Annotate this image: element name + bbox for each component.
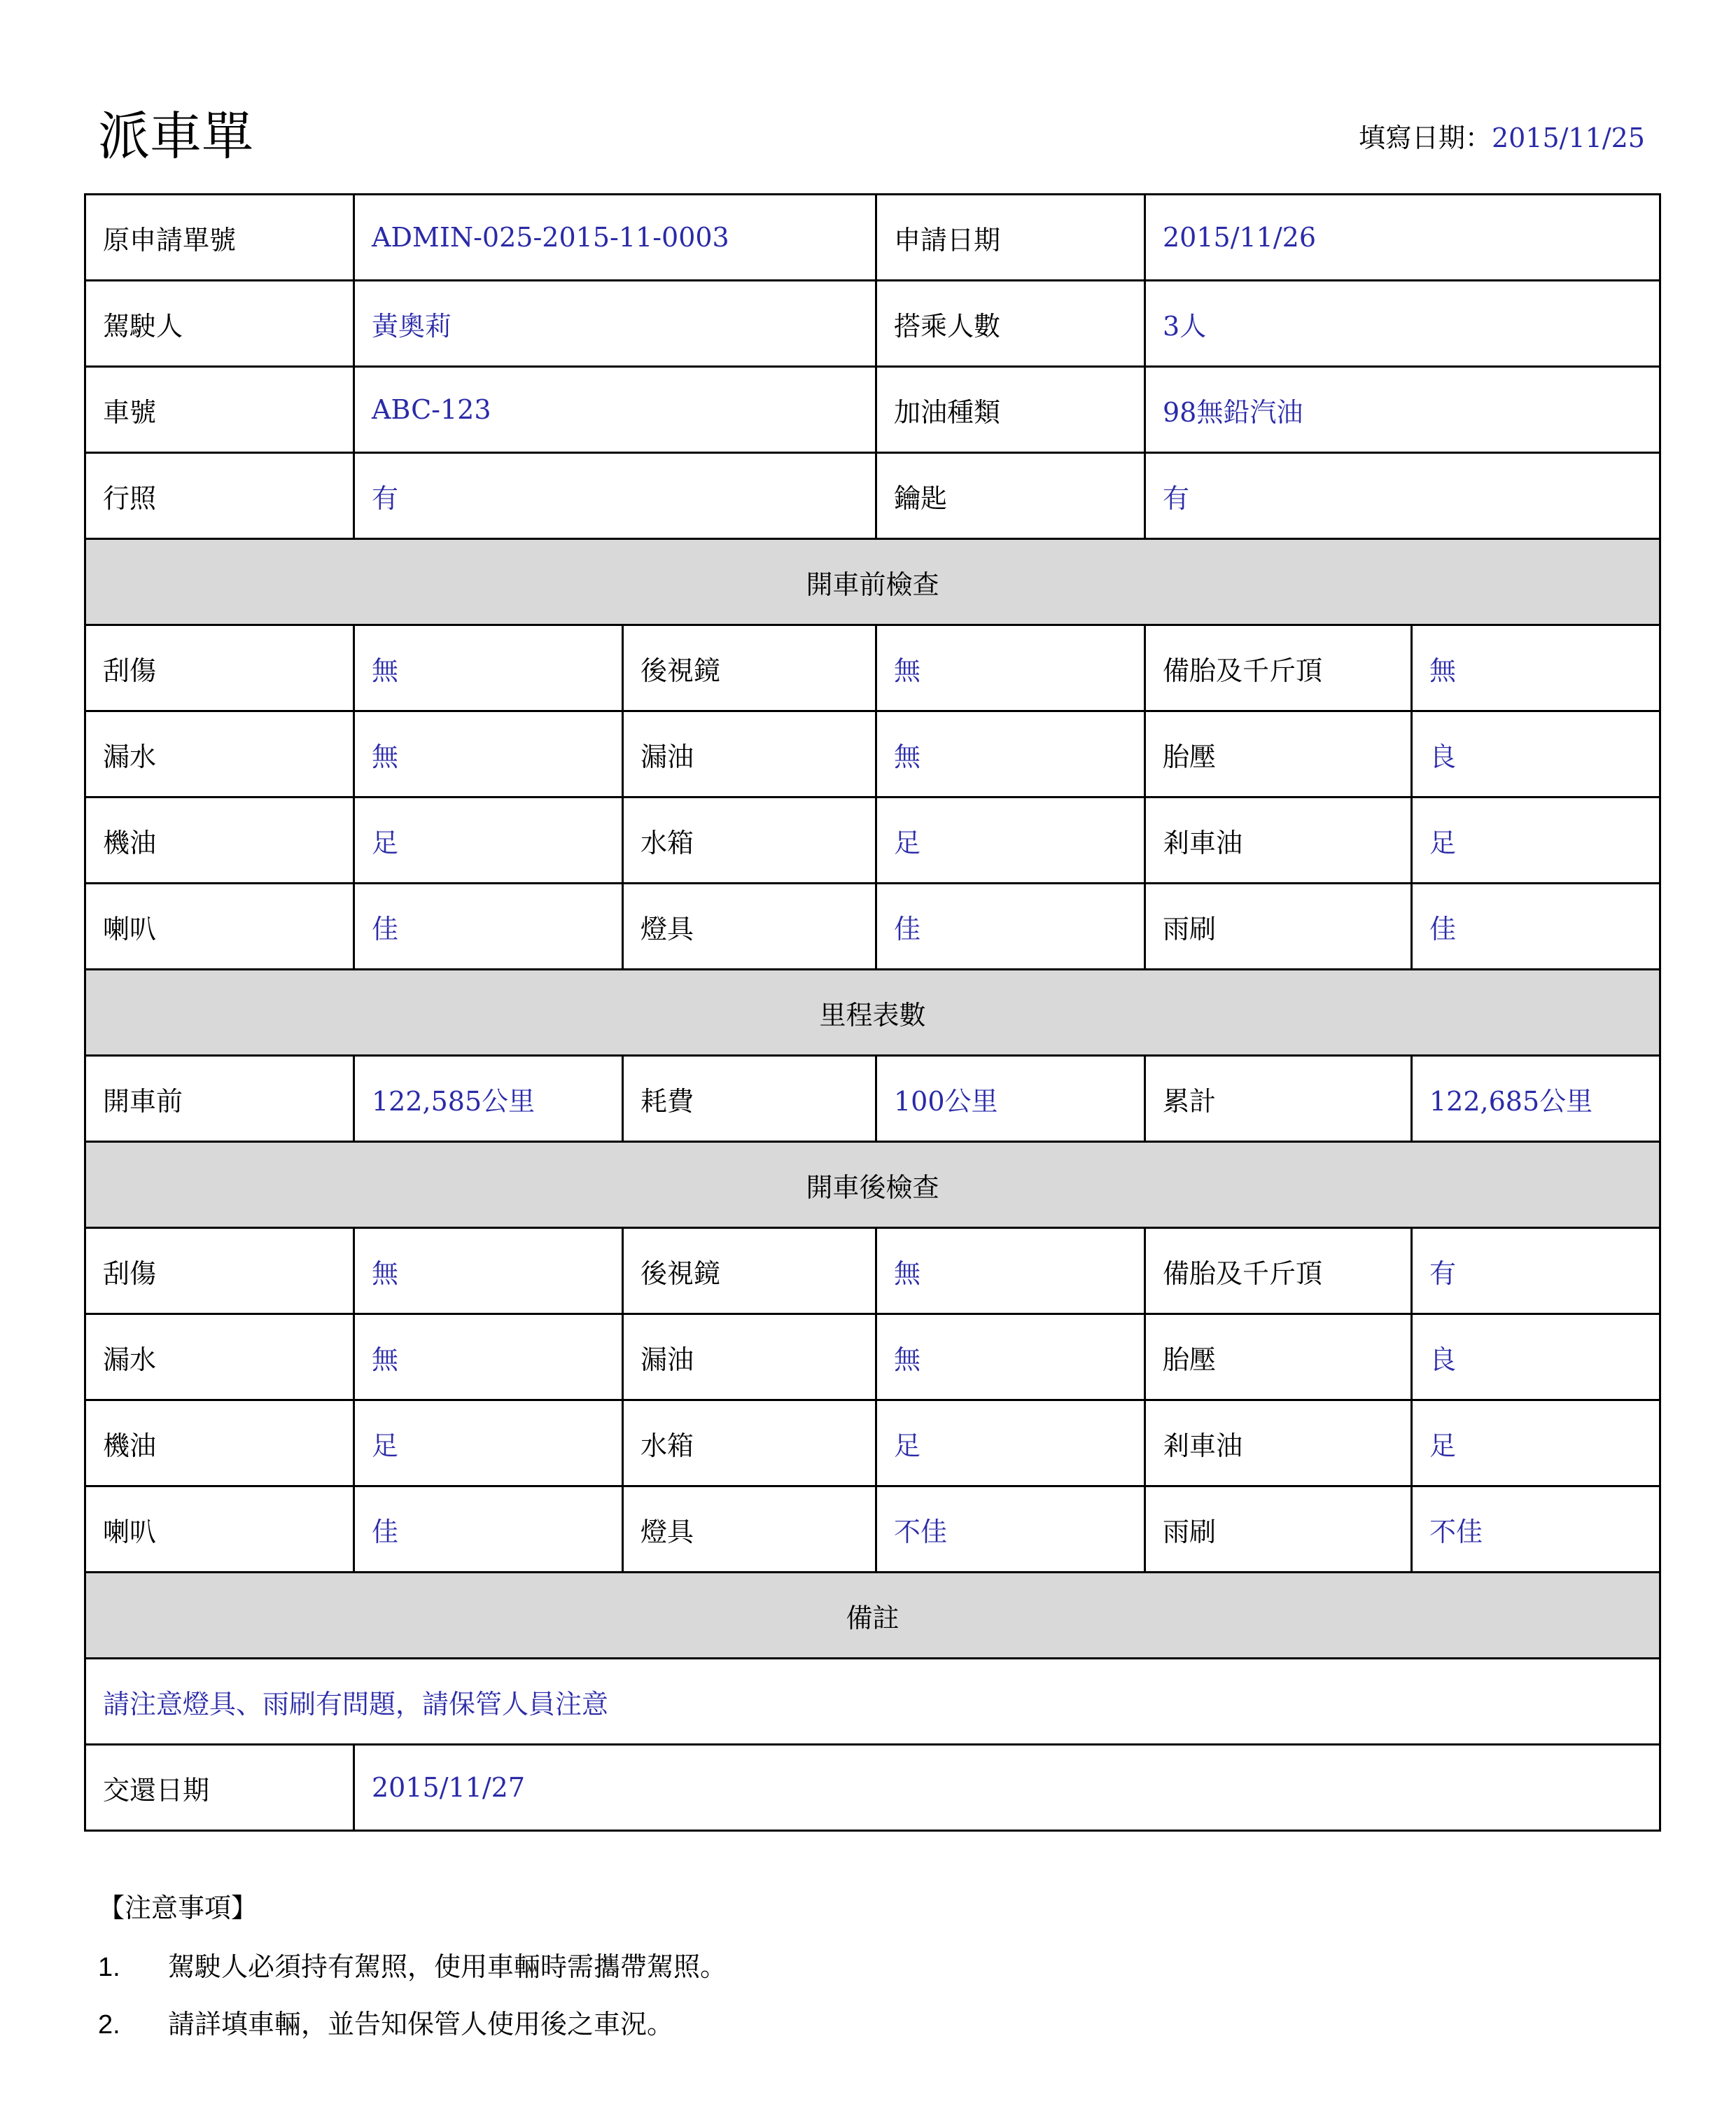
check-label: 喇叭	[85, 884, 354, 970]
table-row	[85, 367, 1660, 453]
note-number: 2.	[98, 2010, 120, 2040]
check-value: 無	[1412, 625, 1660, 711]
check-label: 雨刷	[1145, 884, 1412, 970]
check-value: 佳	[354, 1486, 623, 1573]
check-label: 備胎及千斤頂	[1145, 625, 1412, 711]
mileage-used-value: 100公里	[876, 1056, 1145, 1142]
check-label: 刮傷	[85, 1228, 354, 1314]
note-text: 駕駛人必須持有駕照，使用車輛時需攜帶駕照。	[168, 1951, 727, 1982]
app-no-value: ADMIN-025-2015-11-0003	[354, 195, 876, 281]
check-label: 備胎及千斤頂	[1145, 1228, 1412, 1314]
check-value: 佳	[876, 884, 1145, 970]
section-header-row	[85, 1142, 1660, 1228]
table-row	[85, 1056, 1660, 1142]
fill-date-value: 2015/11/25	[1491, 123, 1645, 153]
mileage-total-value: 122,685公里	[1412, 1056, 1660, 1142]
check-label: 胎壓	[1145, 1314, 1412, 1400]
check-label: 機油	[85, 1400, 354, 1486]
check-value: 無	[876, 1314, 1145, 1400]
check-label: 後視鏡	[623, 1228, 876, 1314]
car-no-label: 車號	[85, 367, 354, 453]
check-value: 佳	[354, 884, 623, 970]
check-label: 後視鏡	[623, 625, 876, 711]
fuel-value: 98無鉛汽油	[1145, 367, 1660, 453]
return-date-value: 2015/11/27	[354, 1745, 1660, 1831]
fuel-label: 加油種類	[876, 367, 1145, 453]
page-title: 派車單	[98, 106, 253, 167]
check-value: 足	[354, 797, 623, 884]
table-row	[85, 1745, 1660, 1831]
key-value: 有	[1145, 453, 1660, 539]
check-value: 無	[354, 625, 623, 711]
table-row	[85, 1400, 1660, 1486]
section-header-row	[85, 539, 1660, 625]
note-item	[98, 1949, 727, 1985]
mileage-before-label: 開車前	[85, 1056, 354, 1142]
note-text: 請詳填車輛，並告知保管人使用後之車況。	[168, 2009, 674, 2040]
check-label: 漏水	[85, 711, 354, 797]
passengers-label: 搭乘人數	[876, 281, 1145, 367]
check-label: 機油	[85, 797, 354, 884]
check-value: 無	[354, 1314, 623, 1400]
car-no-value: ABC-123	[354, 367, 876, 453]
mileage-title: 里程表數	[85, 970, 1660, 1056]
remarks-text: 請注意燈具、雨刷有問題，請保管人員注意	[85, 1659, 1660, 1745]
app-date-label: 申請日期	[876, 195, 1145, 281]
table-row	[85, 884, 1660, 970]
check-label: 漏水	[85, 1314, 354, 1400]
check-label: 水箱	[623, 797, 876, 884]
table-row	[85, 453, 1660, 539]
table-row	[85, 711, 1660, 797]
check-value: 不佳	[1412, 1486, 1660, 1573]
check-value: 無	[876, 1228, 1145, 1314]
check-label: 漏油	[623, 1314, 876, 1400]
license-value: 有	[354, 453, 876, 539]
table-row	[85, 1228, 1660, 1314]
app-date-value: 2015/11/26	[1145, 195, 1660, 281]
app-no-label: 原申請單號	[85, 195, 354, 281]
check-label: 燈具	[623, 1486, 876, 1573]
check-value: 佳	[1412, 884, 1660, 970]
check-value: 無	[354, 1228, 623, 1314]
check-value: 良	[1412, 711, 1660, 797]
check-value: 足	[354, 1400, 623, 1486]
pre-check-title: 開車前檢查	[85, 539, 1660, 625]
fill-date-label: 填寫日期：	[1358, 123, 1492, 153]
notes-title: 【注意事項】	[98, 1893, 258, 1923]
check-value: 足	[876, 797, 1145, 884]
check-value: 足	[1412, 1400, 1660, 1486]
table-row	[85, 195, 1660, 281]
check-label: 刮傷	[85, 625, 354, 711]
check-value: 無	[354, 711, 623, 797]
mileage-total-label: 累計	[1145, 1056, 1412, 1142]
key-label: 鑰匙	[876, 453, 1145, 539]
note-item	[98, 2007, 673, 2042]
driver-label: 駕駛人	[85, 281, 354, 367]
check-value: 良	[1412, 1314, 1660, 1400]
note-number: 1.	[98, 1953, 120, 1982]
mileage-before-value: 122,585公里	[354, 1056, 623, 1142]
return-date-label: 交還日期	[85, 1745, 354, 1831]
check-value: 不佳	[876, 1486, 1145, 1573]
check-value: 足	[876, 1400, 1145, 1486]
check-label: 剎車油	[1145, 1400, 1412, 1486]
table-row	[85, 797, 1660, 884]
check-value: 無	[876, 625, 1145, 711]
table-row	[85, 1486, 1660, 1573]
check-value: 足	[1412, 797, 1660, 884]
fill-date	[1359, 120, 1645, 155]
license-label: 行照	[85, 453, 354, 539]
check-label: 喇叭	[85, 1486, 354, 1573]
dispatch-form-table	[84, 193, 1661, 1832]
check-label: 剎車油	[1145, 797, 1412, 884]
section-header-row	[85, 970, 1660, 1056]
table-row	[85, 281, 1660, 367]
remarks-title: 備註	[85, 1573, 1660, 1659]
passengers-value: 3人	[1145, 281, 1660, 367]
post-check-title: 開車後檢查	[85, 1142, 1660, 1228]
driver-value: 黃奧莉	[354, 281, 876, 367]
check-label: 水箱	[623, 1400, 876, 1486]
check-label: 漏油	[623, 711, 876, 797]
table-row	[85, 1659, 1660, 1745]
table-row	[85, 625, 1660, 711]
table-row	[85, 1314, 1660, 1400]
section-header-row	[85, 1573, 1660, 1659]
check-value: 有	[1412, 1228, 1660, 1314]
check-label: 胎壓	[1145, 711, 1412, 797]
check-value: 無	[876, 711, 1145, 797]
check-label: 燈具	[623, 884, 876, 970]
check-label: 雨刷	[1145, 1486, 1412, 1573]
mileage-used-label: 耗費	[623, 1056, 876, 1142]
